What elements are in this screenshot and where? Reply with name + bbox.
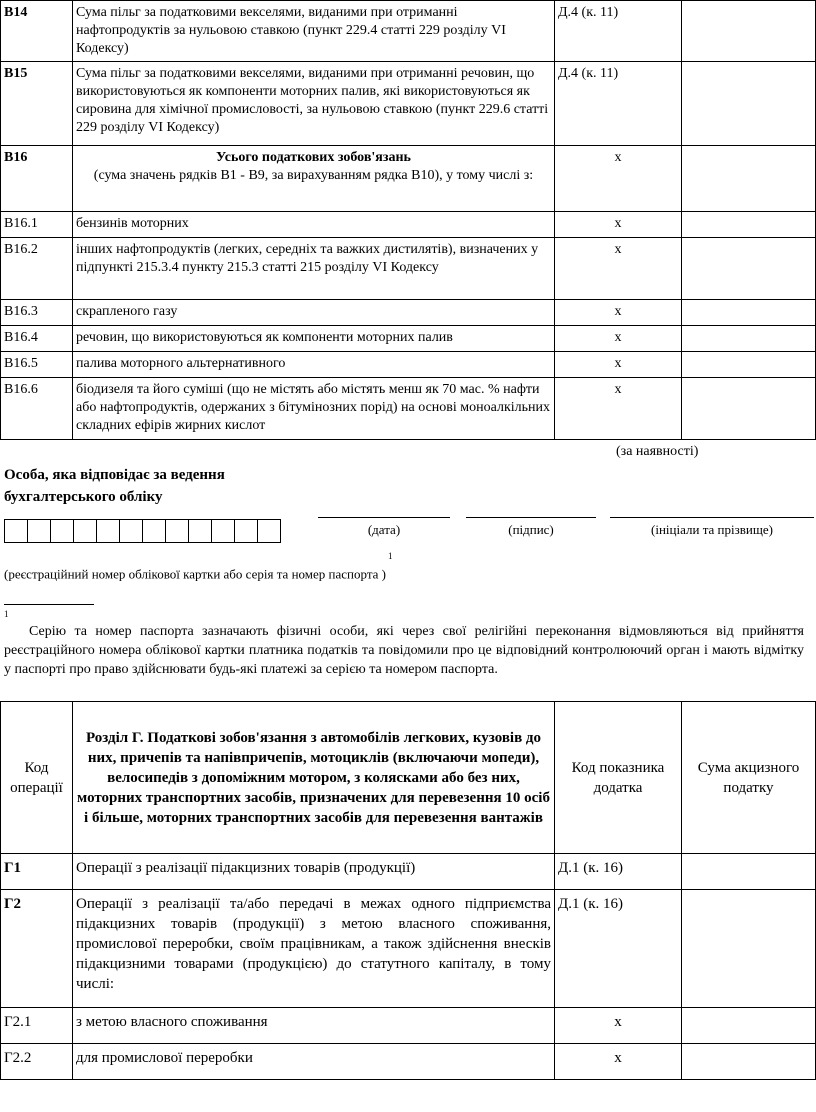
digit-box[interactable] (143, 520, 166, 542)
row-description: Операції з реалізації та/або передачі в межах одного підприємства підакцизних товарів (продукції) з метою власного споживання, промислової переробки, своїм працівникам, а також здійснення внесків підакцизними товарами (продукцією) до статутного капіталу, в тому числі: (73, 890, 555, 1008)
responsible-person-line2: бухгалтерського обліку (4, 489, 163, 505)
table-row (1, 352, 816, 378)
registration-note (4, 551, 393, 582)
footnote-text (4, 622, 804, 679)
row-reference: х (555, 378, 682, 440)
table-row (1, 300, 816, 326)
row-reference: х (555, 238, 682, 300)
digit-box[interactable] (5, 520, 28, 542)
table-row (1, 146, 816, 212)
row-description: для промислової переробки (73, 1044, 555, 1080)
header-operation-code: Код операції (1, 702, 73, 854)
amount-cell[interactable] (682, 212, 816, 238)
availability-note: (за наявності) (616, 444, 699, 459)
row-reference: Д.1 (к. 16) (555, 854, 682, 890)
row-description: речовин, що використовуються як компоненти моторних палив (73, 326, 555, 352)
row-code: Г2 (1, 890, 73, 1008)
excise-table-section-v (0, 0, 816, 440)
row-reference: х (555, 212, 682, 238)
row-reference: Д.4 (к. 11) (555, 62, 682, 146)
footnote-body: Серію та номер паспорта зазначають фізичні особи, які через свої релігійні переконання відмовляються від прийняття реєстраційного номера облікової картки платника податків та повідомили про це відповідний контролюючий орган і мають відмітку у паспорті про право здійснювати будь-які платежі за серією та номером паспорта. (4, 624, 804, 677)
amount-cell[interactable] (682, 1044, 816, 1080)
row-code: В16.3 (1, 300, 73, 326)
table-row (1, 212, 816, 238)
amount-cell[interactable] (682, 62, 816, 146)
total-subtext: (сума значень рядків В1 - В9, за вирахуванням рядка В10), у тому числі з: (93, 168, 534, 183)
row-code: В16.1 (1, 212, 73, 238)
row-description: Операції з реалізації підакцизних товарів (продукції) (73, 854, 555, 890)
row-reference: х (555, 352, 682, 378)
row-code: В16 (1, 146, 73, 212)
row-description: інших нафтопродуктів (легких, середніх та важких дистилятів), визначених у підпункті 215.3.4 пункту 215.3 статті 215 розділу VI Кодексу (73, 238, 555, 300)
row-description: Сума пільг за податковими векселями, виданими при отриманні речовин, що використовуються як компоненти моторних палив, які використовуються як сировина для хімічної промисловості, за нульовою ставкою (пункт 229.6 статті 229 розділу VI Кодексу) (73, 62, 555, 146)
row-code: В16.4 (1, 326, 73, 352)
amount-cell[interactable] (682, 300, 816, 326)
row-description: Сума пільг за податковими векселями, виданими при отриманні нафтопродуктів за нульовою ставкою (пункт 229.4 статті 229 розділу VI Кодексу) (73, 1, 555, 62)
digit-box[interactable] (74, 520, 97, 542)
amount-cell[interactable] (682, 238, 816, 300)
row-description: скрапленого газу (73, 300, 555, 326)
digit-box[interactable] (97, 520, 120, 542)
name-label: (ініціали та прізвище) (651, 522, 773, 537)
digit-box[interactable] (212, 520, 235, 542)
row-reference: х (555, 326, 682, 352)
row-code: Г2.1 (1, 1008, 73, 1044)
table-row (1, 1008, 816, 1044)
row-code: В16.5 (1, 352, 73, 378)
excise-table-section-g (0, 701, 816, 1080)
digit-box[interactable] (189, 520, 212, 542)
amount-cell[interactable] (682, 1008, 816, 1044)
amount-cell[interactable] (682, 378, 816, 440)
row-reference: х (555, 1044, 682, 1080)
registration-note-text: (реєстраційний номер облікової картки або серія та номер паспорта ) (4, 566, 387, 582)
registration-number-boxes[interactable] (4, 519, 281, 543)
section-g-title: Розділ Г. Податкові зобов'язання з автомобілів легкових, кузовів до них, причепів та напівпричепів, мотоциклів (включаючи мопеди), велосипедів з допоміжним мотором, з колясками або без них, моторних транспортних засобів, призначених для перевезення 10 осіб і більше, моторних транспортних засобів для перевезення вантажів (73, 702, 555, 854)
digit-box[interactable] (166, 520, 189, 542)
signature-line[interactable] (466, 517, 596, 518)
header-excise-amount: Сума акцизного податку (682, 702, 816, 854)
row-code: Г2.2 (1, 1044, 73, 1080)
amount-cell[interactable] (682, 854, 816, 890)
footnote-divider (4, 604, 94, 605)
row-code: В16.6 (1, 378, 73, 440)
digit-box[interactable] (28, 520, 51, 542)
row-code: Г1 (1, 854, 73, 890)
table-row (1, 378, 816, 440)
digit-box[interactable] (235, 520, 258, 542)
header-indicator-code: Код показника додатка (555, 702, 682, 854)
date-label: (дата) (367, 522, 401, 537)
row-description: з метою власного споживання (73, 1008, 555, 1044)
footnote-reference: 1 (388, 551, 393, 561)
digit-box[interactable] (51, 520, 74, 542)
total-heading: Усього податкових зобов'язань (216, 150, 411, 165)
row-reference: Д.4 (к. 11) (555, 1, 682, 62)
amount-cell[interactable] (682, 352, 816, 378)
row-code: В15 (1, 62, 73, 146)
row-reference: х (555, 300, 682, 326)
table-row (1, 1044, 816, 1080)
row-code: В14 (1, 1, 73, 62)
footnote-mark: 1 (4, 609, 9, 619)
amount-cell[interactable] (682, 1, 816, 62)
table-row (1, 854, 816, 890)
name-line[interactable] (610, 517, 814, 518)
row-description (73, 146, 555, 212)
row-code: В16.2 (1, 238, 73, 300)
amount-cell[interactable] (682, 890, 816, 1008)
table-row (1, 890, 816, 1008)
digit-box[interactable] (258, 520, 280, 542)
date-line[interactable] (318, 517, 450, 518)
responsible-person-line1: Особа, яка відповідає за ведення (4, 467, 225, 483)
digit-box[interactable] (120, 520, 143, 542)
row-description: бензинів моторних (73, 212, 555, 238)
table-row (1, 238, 816, 300)
responsible-person-label (4, 464, 225, 508)
table-row (1, 62, 816, 146)
table-row (1, 1, 816, 62)
table-row (1, 326, 816, 352)
table-header-row (1, 702, 816, 854)
row-reference: х (555, 1008, 682, 1044)
amount-cell[interactable] (682, 146, 816, 212)
row-description: біодизеля та його суміші (що не містять або містять менш як 70 мас. % нафти або нафтопродуктів, одержаних з бітумінозних порід) на основі моноалкільних складних ефірів жирних кислот (73, 378, 555, 440)
row-reference: Д.1 (к. 16) (555, 890, 682, 1008)
amount-cell[interactable] (682, 326, 816, 352)
row-reference: х (555, 146, 682, 212)
row-description: палива моторного альтернативного (73, 352, 555, 378)
signature-label: (підпис) (508, 522, 554, 537)
